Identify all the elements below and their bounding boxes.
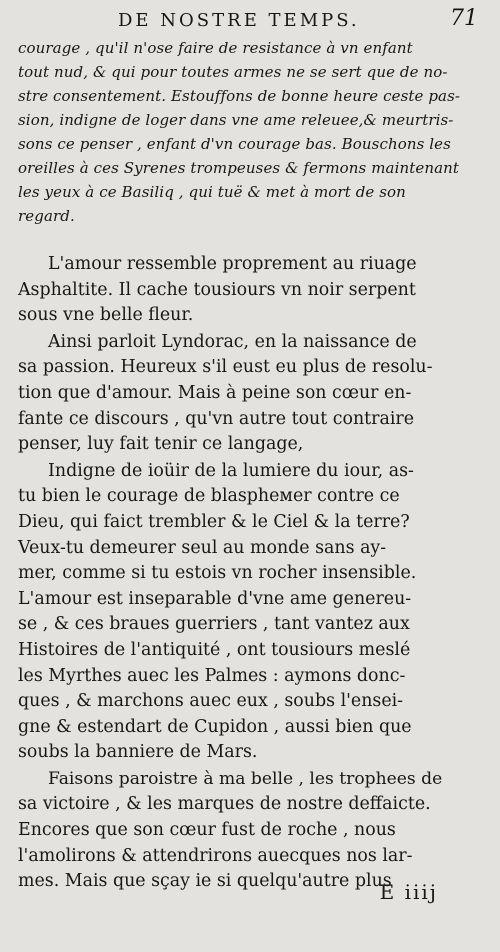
text-line: les Myrthes auec les Palmes : aymons donc- bbox=[18, 665, 406, 686]
text-line: Ainsi parloit Lyndorac, en la naissance de bbox=[48, 331, 417, 352]
text-line: sa victoire , & les marques de nostre deffaicte. bbox=[18, 794, 431, 815]
text-line: Encores que son cœur fust de roche , nous bbox=[18, 820, 396, 841]
text-line: L'amour ressemble proprement au riuage bbox=[48, 254, 417, 274]
text-line: penser, luy fait tenir ce langage, bbox=[18, 434, 304, 455]
body-text bbox=[18, 252, 476, 895]
italic-line: oreilles à ces Syrenes trompeuses & fermons maintenant bbox=[18, 159, 460, 177]
italic-line: regard. bbox=[18, 207, 75, 225]
italic-line: sons ce penser , enfant d'vn courage bas. Bouschons les bbox=[18, 135, 451, 153]
text-line: Faisons paroistre à ma belle , les trophees de bbox=[48, 768, 443, 789]
text-line: sous vne belle fleur. bbox=[18, 305, 194, 326]
text-line: mes. Mais que sçay ie si quelqu'autre plus bbox=[18, 871, 392, 892]
italic-line: sion, indigne de loger dans vne ame releuee,& meurtris- bbox=[18, 111, 454, 129]
text-line: sa passion. Heureux s'il eust eu plus de resolu- bbox=[18, 357, 433, 378]
paragraph bbox=[18, 330, 476, 458]
text-line: Veux-tu demeurer seul au monde sans ay- bbox=[18, 537, 387, 558]
running-head: DE NOSTRE TEMPS. bbox=[118, 10, 360, 31]
text-line: tion que d'amour. Mais à peine son cœur en- bbox=[18, 382, 412, 403]
text-line: l'amolirons & attendrirons auecques nos lar- bbox=[18, 845, 413, 866]
text-line: tu bien le courage de blaspheмer contre ce bbox=[18, 486, 400, 507]
text-line: Asphaltite. Il cache tousiours vn noir serpent bbox=[18, 279, 416, 300]
paragraph bbox=[18, 767, 476, 895]
italic-line: les yeux à ce Basiliq , qui tuë & met à mort de son bbox=[18, 183, 406, 201]
italic-line: stre consentement. Estouffons de bonne heure ceste pas- bbox=[18, 87, 461, 105]
text-line: Dieu, qui faict trembler & le Ciel & la terre? bbox=[18, 511, 410, 532]
signature-mark: E iiij bbox=[379, 880, 438, 904]
italic-passage bbox=[18, 36, 476, 228]
page-header bbox=[0, 4, 500, 34]
text-line: se , & ces braues guerriers , tant vantez aux bbox=[18, 614, 410, 635]
text-line: Histoires de l'antiquité , ont tousiours meslé bbox=[18, 639, 411, 660]
text-line: ques , & marchons auec eux , soubs l'ensei- bbox=[18, 691, 404, 712]
italic-line: tout nud, & qui pour toutes armes ne se sert que de no- bbox=[18, 63, 448, 81]
text-line: Indigne de ioüir de la lumiere du iour, as- bbox=[48, 460, 414, 481]
text-line: gne & estendart de Cupidon , aussi bien que bbox=[18, 716, 412, 737]
text-line: L'amour est inseparable d'vne ame genereu- bbox=[18, 588, 412, 609]
italic-line: courage , qu'il n'ose faire de resistance à vn enfant bbox=[18, 39, 413, 57]
paragraph bbox=[18, 252, 476, 329]
text-line: mer, comme si tu estois vn rocher insensible. bbox=[18, 563, 417, 584]
page-number: 71 bbox=[450, 6, 478, 31]
text-line: soubs la banniere de Mars. bbox=[18, 742, 258, 763]
text-line: fante ce discours , qu'vn autre tout contraire bbox=[18, 408, 415, 429]
paragraph bbox=[18, 459, 476, 766]
